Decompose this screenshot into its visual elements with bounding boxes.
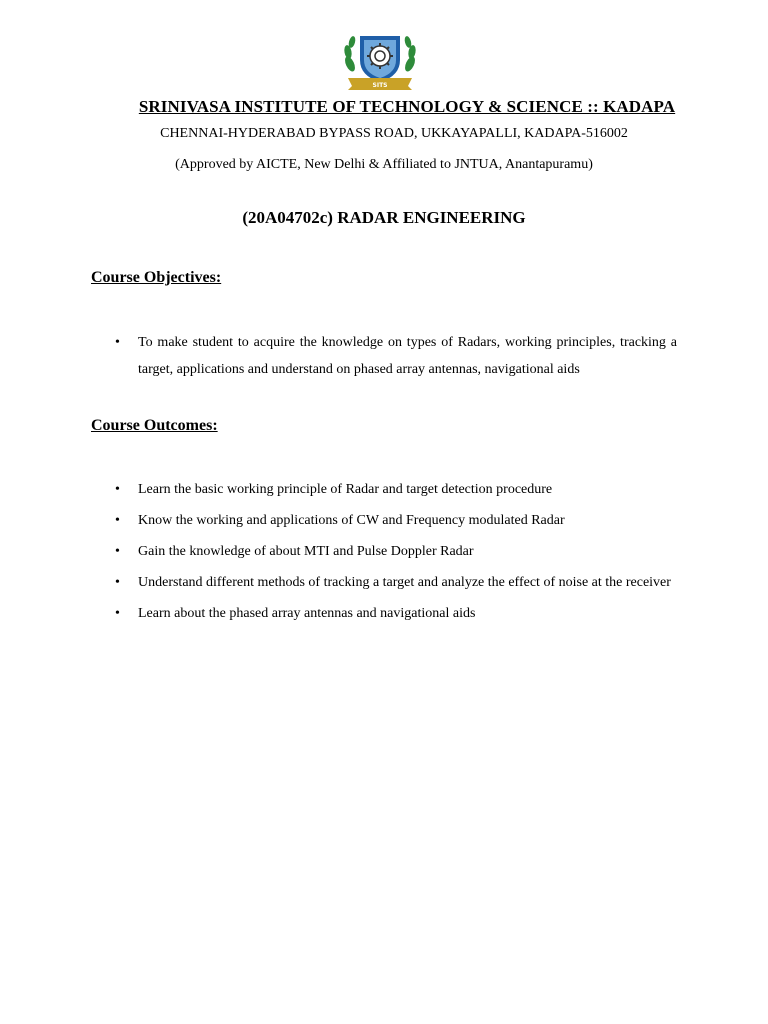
objectives-list — [0, 329, 768, 383]
outcome-text: Know the working and applications of CW and Frequency modulated Radar — [138, 513, 565, 528]
bullet-icon: • — [115, 482, 120, 497]
outcome-text: Learn about the phased array antennas and navigational aids — [138, 606, 476, 621]
outcomes-list — [0, 476, 768, 631]
bullet-icon: • — [115, 606, 120, 621]
institute-emblem-icon — [340, 30, 420, 92]
bullet-icon: • — [115, 544, 120, 559]
outcome-text: Learn the basic working principle of Radar and target detection procedure — [138, 482, 553, 497]
list-item — [0, 476, 677, 503]
outcomes-heading: Course Outcomes: — [91, 417, 218, 434]
logo-text: SITS — [372, 82, 388, 89]
institute-address: CHENNAI-HYDERABAD BYPASS ROAD, UKKAYAPALLI, KADAPA-516002 — [160, 126, 628, 141]
outcome-text: Understand different methods of tracking a target and analyze the effect of noise at the receiver — [138, 575, 671, 590]
list-item — [0, 600, 677, 627]
objectives-heading: Course Objectives: — [91, 269, 222, 286]
bullet-icon: • — [115, 513, 120, 528]
bullet-icon: • — [115, 335, 120, 350]
bullet-icon: • — [115, 575, 120, 590]
list-item — [0, 569, 677, 596]
list-item — [0, 329, 677, 383]
list-item — [0, 507, 677, 534]
institute-name: SRINIVASA INSTITUTE OF TECHNOLOGY & SCIENCE :: KADAPA — [138, 97, 676, 116]
list-item — [0, 538, 677, 565]
outcome-text: Gain the knowledge of about MTI and Pulse Doppler Radar — [138, 544, 474, 559]
course-title: (20A04702c) RADAR ENGINEERING — [242, 208, 526, 227]
institute-approval: (Approved by AICTE, New Delhi & Affiliated to JNTUA, Anantapuramu) — [175, 157, 593, 172]
objective-text: To make student to acquire the knowledge on types of Radars, working principles, tracking a target, applications and understand on phased array antennas, navigational aids — [138, 335, 677, 377]
